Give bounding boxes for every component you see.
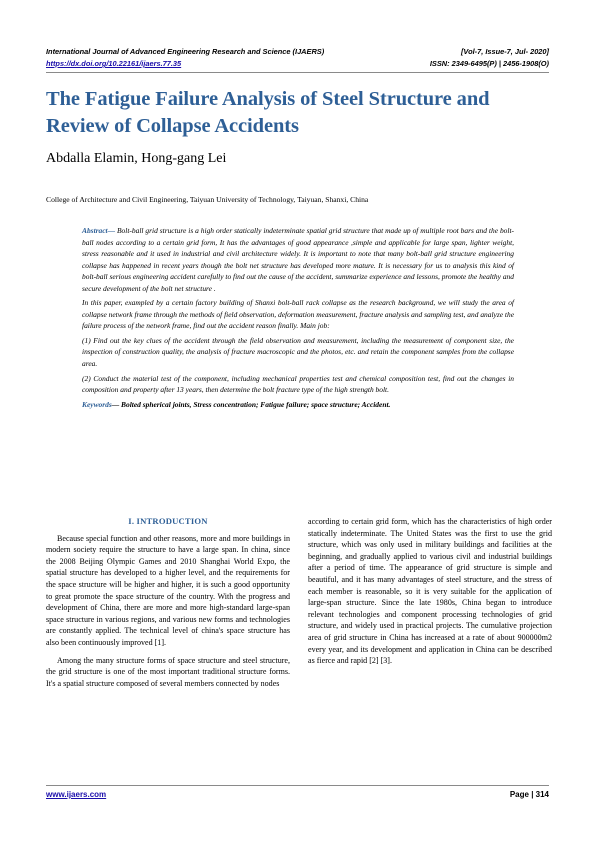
body-paragraph: Because special function and other reasons, more and more buildings in modern society require the structure to have a large span. In china, since the 2008 Beijing Olympic Games and 2010 Shanghai World Expo, the spatial structure has developed to a higher level, and the requirements for the space structure will be higher and higher, it is such a good opportunity to great promote the space structure of the country. With the progress and development of China, there are more and more high-standard large-span space structure in various regions, and various new forms and technologies are constantly applied. The technical level of china's space structure has also been continuously improved [1]. (46, 533, 290, 647)
section-heading: I. INTRODUCTION (128, 516, 208, 526)
paper-title: The Fatigue Failure Analysis of Steel Structure and Review of Collapse Accidents (46, 88, 490, 137)
abstract-paragraph (82, 225, 514, 294)
author-list: Abdalla Elamin, Hong-gang Lei (46, 151, 227, 166)
keywords-line (82, 399, 514, 411)
website-link[interactable]: www.ijaers.com (46, 790, 107, 799)
body-column-left (46, 516, 290, 689)
footer-divider (46, 785, 549, 786)
issue-info: [Vol-7, Issue-7, Jul- 2020] (460, 47, 549, 56)
abstract-label: Abstract (82, 226, 108, 235)
abstract-paragraph: (1) Find out the key clues of the accident through the field observation and measurement, including the measurement of component size, the inspection of construction quality, the analysis of fracture macroscopic and the photos, etc. and retain the component samples from the collapse area. (82, 335, 514, 369)
abstract-block (82, 225, 514, 413)
body-paragraph: Among the many structure forms of space structure and steel structure, the grid structure is one of the most important traditional structure forms. It's a spatial structure composed of several members connected by nodes (46, 655, 290, 688)
keywords-label: Keywords (82, 399, 112, 409)
issn-info: ISSN: 2349-6495(P) | 2456-1908(O) (429, 59, 549, 68)
affiliation: College of Architecture and Civil Engineering, Taiyuan University of Technology, Taiyuan, Shanxi, China (46, 195, 369, 204)
journal-name: International Journal of Advanced Engineering Research and Science (IJAERS) (46, 47, 325, 56)
abstract-paragraph: (2) Conduct the material test of the component, including mechanical properties test and chemical composition test, find out the changes in composition and property after 13 years, then determine the bolt fracture type of the high strength bolt. (82, 373, 514, 395)
page-number: Page | 314 (509, 790, 549, 799)
abstract-dash: — (107, 226, 118, 235)
abstract-paragraph: In this paper, exampled by a certain factory building of Shanxi bolt-ball rack collapse as the research background, we will study the area of collapse network frame through the methods of field observation, deformation measurement, fracture analysis and sampling test, and analyze the failure process of the network frame, find out the accident reason finally. Main job: (82, 298, 514, 331)
keywords-text: — Bolted spherical joints, Stress concentration; Fatigue failure; space structure; Accident. (111, 399, 391, 409)
body-column-right (308, 516, 552, 667)
header-divider (46, 72, 549, 73)
body-paragraph: according to certain grid form, which has the characteristics of high order statically indeterminate. The United States was the first to use the grid structure, which was only used in military buildings and facilities at the beginning, and gradually applied to various civil and industrial buildings after a period of time. The appearance of grid structure is simple and beautiful, and it has many advantages of steel structure, and the stress of each member is reasonable, so it is very suitable for the application of large-span structure. Since the late 1980s, China began to introduce relevant technologies and component processing technologies of grid structure, and widely used in practical projects. The cumulative projection area of grid structure in China has increased at a rate of about 900000m2 every year, and its development and application in China can be described as fierce and rapid [2] [3]. (308, 517, 552, 666)
doi-link[interactable]: https://dx.doi.org/10.22161/ijaers.77.35 (46, 59, 182, 68)
abstract-text-1: Bolt-ball grid structure is a high order statically indeterminate spatial grid structure that made up of multiple root bars and the bolt-ball nodes according to a certain grid form, It has the advantages of good appearance ,simple and applicable for large span, lighter weight, stress reasonable and it used in industrial and civil architecture widely. It is important to note that many bolt-ball grid structure engineering collapse has happened in recent years though the bolt net structure has developed more mature. It is necessary for us to analysis this kind of bolt-ball serious engineering accident carefully to find out the cause of the accident, summarize experience and lessons, promote the healthy and secure development of the bolt net structure . (82, 226, 515, 293)
